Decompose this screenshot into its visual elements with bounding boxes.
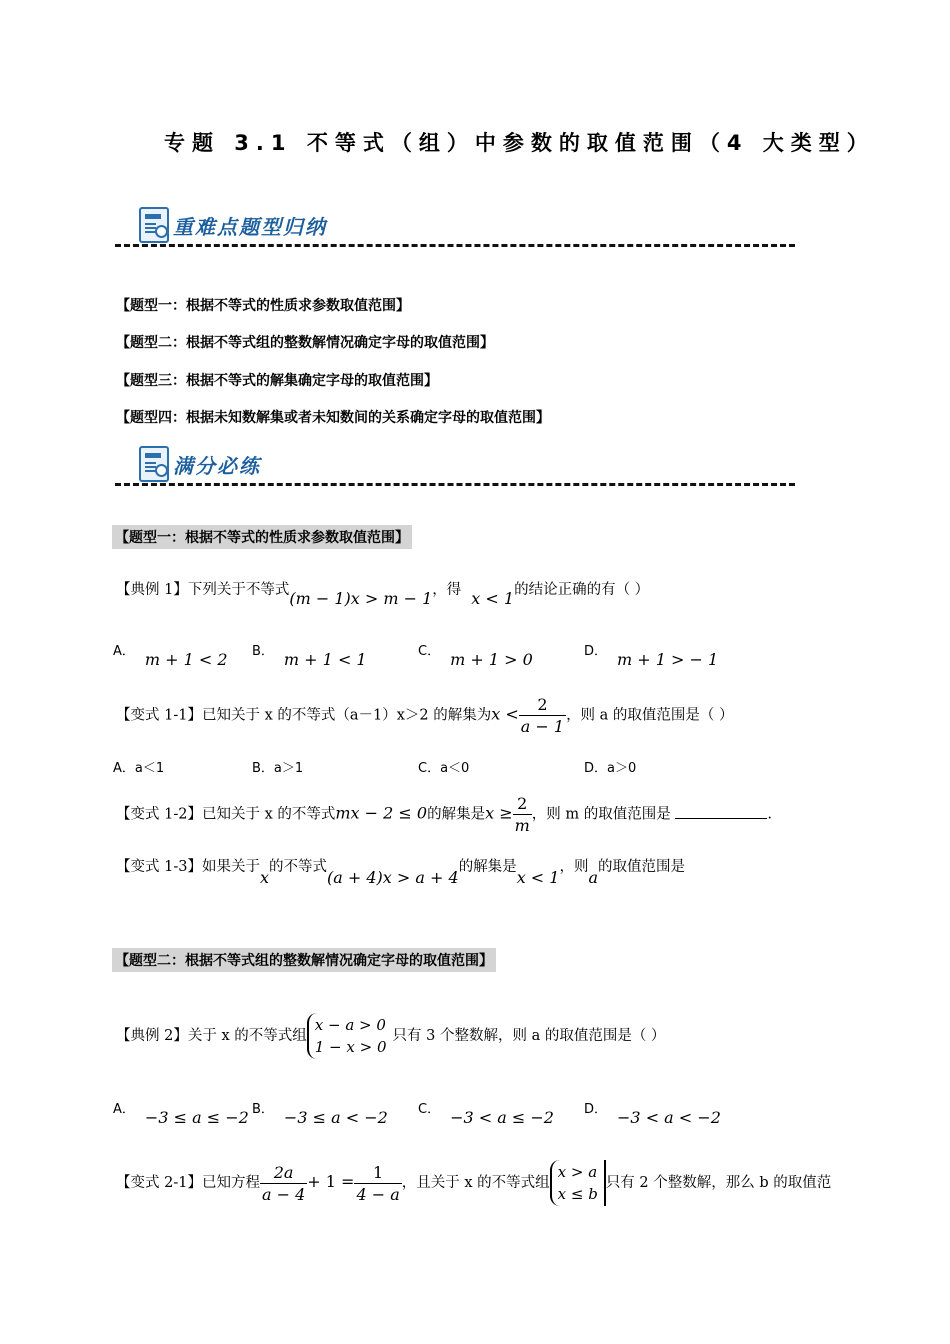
option-label: C．: [418, 1102, 441, 1117]
category-item: 【题型一：根据不等式的性质求参数取值范围】: [116, 298, 410, 314]
numerator: 2: [513, 793, 532, 815]
question-text: 下列关于不等式: [187, 582, 290, 598]
math-expr: (a + 4)x > a + 4: [327, 868, 459, 887]
question-text: 已知关于 x 的不等式: [201, 806, 336, 823]
category-item: 【题型二：根据不等式组的整数解情况确定字母的取值范围】: [116, 335, 494, 351]
math-expr: (m − 1)x > m − 1: [289, 589, 433, 608]
option-label: D．: [584, 1102, 608, 1117]
option-label: D．: [584, 644, 608, 659]
denominator: a − 1: [520, 717, 565, 736]
math-expr: x <: [491, 704, 519, 724]
math-expr: a＞0: [607, 761, 637, 776]
option-label: B．: [252, 761, 274, 776]
system-line: x − a > 0: [314, 1016, 386, 1034]
question-tag: 【变式 1-3】: [116, 859, 202, 875]
math-expr: x ≥: [485, 803, 513, 823]
section-heading: 【题型一：根据不等式的性质求参数取值范围】: [112, 525, 412, 549]
magnifier-icon: [155, 464, 168, 477]
inequality-system: [307, 1013, 393, 1059]
math-expr: −3 ≤ a < −2: [283, 1108, 388, 1127]
option-a[interactable]: [113, 1098, 249, 1127]
option-d[interactable]: [584, 757, 636, 776]
math-expr: + 1 =: [307, 1172, 355, 1191]
answer-blank[interactable]: [675, 818, 767, 819]
question-text: 只有 2 个整数解，那么 b 的取值范: [605, 1175, 832, 1191]
variant-1-2-question: [116, 793, 772, 836]
option-d[interactable]: [584, 1098, 721, 1127]
numerator: 1: [354, 1162, 401, 1184]
dashed-divider: [115, 244, 795, 247]
question-text: 的取值范围是: [598, 859, 686, 875]
option-label: C．: [418, 761, 441, 776]
example-2-question: [116, 1013, 665, 1059]
math-expr: a＜1: [134, 761, 165, 776]
option-label: D．: [584, 761, 608, 776]
variant-2-1-question: [116, 1160, 831, 1206]
question-tag: 【典例 2】: [116, 1028, 188, 1044]
question-text: 关于 x 的不等式组: [187, 1028, 307, 1044]
math-expr: −3 ≤ a ≤ −2: [144, 1108, 249, 1127]
option-label: A．: [113, 644, 135, 659]
fraction: [260, 1162, 307, 1205]
question-tag: 【变式 1-1】: [116, 707, 202, 724]
option-d[interactable]: [584, 640, 719, 669]
math-expr: m + 1 < 2: [144, 650, 228, 669]
question-tag: 【变式 2-1】: [116, 1175, 202, 1191]
math-expr: m + 1 > 0: [450, 650, 533, 669]
math-expr: −3 < a < −2: [617, 1108, 721, 1127]
option-a[interactable]: [113, 757, 164, 776]
question-text: 的结论正确的有（ ）: [514, 582, 650, 598]
banner-label: 重难点题型归纳: [173, 215, 327, 239]
question-tag: 【典例 1】: [116, 582, 188, 598]
banner-key-types: [115, 207, 795, 247]
dashed-divider: [115, 483, 795, 486]
question-text: 的解集是: [427, 806, 486, 823]
math-expr: m + 1 > − 1: [617, 650, 719, 669]
banner-label: 满分必练: [173, 454, 261, 478]
example-1-question: [116, 578, 650, 608]
denominator: m: [514, 816, 530, 835]
numerator: 2: [519, 694, 566, 716]
question-text: ，且关于 x 的不等式组: [401, 1175, 550, 1191]
denominator: 4 − a: [356, 1184, 400, 1204]
option-b[interactable]: [252, 757, 303, 776]
fraction: [513, 793, 532, 836]
system-line: x > a: [557, 1163, 598, 1181]
question-text: 已知方程: [201, 1175, 260, 1191]
math-expr: mx − 2 ≤ 0: [335, 803, 428, 823]
question-text: 已知关于 x 的不等式（a－1）x＞2 的解集为: [201, 707, 492, 724]
magnifier-icon: [155, 225, 168, 238]
variant-1-3-question: [116, 855, 686, 887]
option-label: B．: [252, 644, 274, 659]
fraction: [519, 694, 566, 737]
question-text: 只有 3 个整数解，则 a 的取值范围是（ ）: [392, 1028, 666, 1044]
banner-practice: [115, 446, 795, 486]
option-c[interactable]: [418, 757, 469, 776]
inequality-system: [550, 1160, 606, 1206]
option-c[interactable]: [418, 1098, 554, 1127]
question-text: .: [767, 806, 772, 823]
question-text: ，则 a 的取值范围是（ ）: [566, 707, 734, 724]
question-text: 的解集是: [458, 859, 517, 875]
option-b[interactable]: [252, 640, 367, 669]
question-text: 如果关于: [201, 859, 260, 875]
math-var: a: [588, 868, 599, 887]
option-c[interactable]: [418, 640, 533, 669]
option-a[interactable]: [113, 640, 228, 669]
question-tag: 【变式 1-2】: [116, 806, 202, 823]
math-expr: a＜0: [440, 761, 470, 776]
option-b[interactable]: [252, 1098, 388, 1127]
option-label: A．: [113, 761, 135, 776]
question-text: ，则: [559, 859, 589, 875]
math-expr: a＞1: [273, 761, 304, 776]
category-item: 【题型三：根据不等式的解集确定字母的取值范围】: [116, 373, 438, 389]
option-label: B．: [252, 1102, 274, 1117]
page-title: 专题 3.1 不等式（组）中参数的取值范围（4 大类型）: [164, 131, 875, 155]
category-item: 【题型四：根据未知数解集或者未知数间的关系确定字母的取值范围】: [116, 410, 550, 426]
numerator: 2a: [260, 1162, 307, 1184]
math-var: x: [259, 868, 269, 887]
section-heading: 【题型二：根据不等式组的整数解情况确定字母的取值范围】: [112, 948, 496, 972]
question-text: ，得: [432, 582, 462, 598]
fraction: [354, 1162, 401, 1205]
denominator: a − 4: [261, 1184, 306, 1204]
math-expr: −3 < a ≤ −2: [450, 1108, 554, 1127]
variant-1-1-question: [116, 694, 734, 737]
math-expr: x < 1: [516, 868, 560, 887]
option-label: C．: [418, 644, 441, 659]
math-expr: x < 1: [471, 589, 515, 608]
question-text: ，则 m 的取值范围是: [531, 806, 671, 823]
question-text: 的不等式: [269, 859, 327, 875]
option-label: A．: [113, 1102, 135, 1117]
system-line: 1 − x > 0: [314, 1038, 387, 1056]
system-line: x ≤ b: [557, 1185, 598, 1203]
math-expr: m + 1 < 1: [283, 650, 367, 669]
